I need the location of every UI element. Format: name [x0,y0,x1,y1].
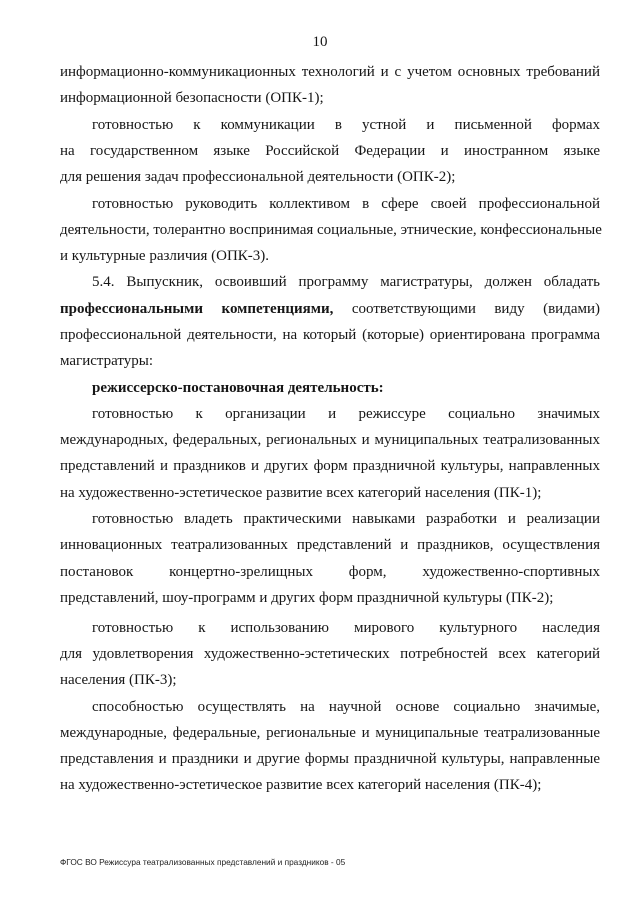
text-line: международные, федеральные, региональные и муниципальные театрализованные [60,725,600,741]
text-line: информационно-коммуникационных технологий и с учетом основных требований [60,64,600,80]
text-line: магистратуры: [60,353,153,369]
text-line: постановок концертно-зрелищных форм, художественно-спортивных [60,564,600,580]
text-line: готовностью к использованию мирового культурного наследия [92,620,600,636]
page-footer: ФГОС ВО Режиссура театрализованных представлений и праздников - 05 [60,857,346,867]
text-line: информационной безопасности (ОПК-1); [60,90,324,106]
text-line: представлений, шоу-программ и других форм праздничной культуры (ПК-2); [60,590,554,606]
text-line: для решения задач профессиональной деятельности (ОПК-2); [60,169,456,185]
text-line: на государственном языке Российской Федерации и иностранном языке [60,143,600,159]
page-number: 10 [312,34,328,50]
text-line: готовностью к коммуникации в устной и письменной формах [92,117,600,133]
text-line: представления и праздники и другие формы праздничной культуры, направленные [60,751,600,767]
text-line: международных, федеральных, региональных и муниципальных театрализованных [60,432,600,448]
text-line: 5.4. Выпускник, освоивший программу магистратуры, должен обладать [92,274,600,290]
text-line-mixed [60,300,600,319]
text-line: населения (ПК-3); [60,672,177,688]
text-line: способностью осуществлять на научной основе социально значимые, [92,699,600,715]
bold-term: профессиональными компетенциями, [60,301,334,317]
text-line: инновационных театрализованных представлений и праздников, осуществления [60,537,600,553]
text-line: деятельности, толерантно воспринимая социальные, этнические, конфессиональные [60,222,602,238]
text-line: готовностью владеть практическими навыками разработки и реализации [92,511,600,527]
text-line: и культурные различия (ОПК-3). [60,248,270,264]
text-line: профессиональной деятельности, на который (которые) ориентирована программа [60,327,600,343]
text-line: для удовлетворения художественно-эстетических потребностей всех категорий [60,646,600,662]
text-line: готовностью к организации и режиссуре социально значимых [92,406,600,422]
text-line: на художественно-эстетическое развитие всех категорий населения (ПК-1); [60,485,542,501]
text-line: на художественно-эстетическое развитие всех категорий населения (ПК-4); [60,777,542,793]
text-fragment: соответствующими виду (видами) [351,301,600,317]
text-line: представлений и праздников и других форм праздничной культуры, направленных [60,458,600,474]
section-heading: режиссерско-постановочная деятельность: [92,380,384,396]
text-line: готовностью руководить коллективом в сфере своей профессиональной [92,196,600,212]
